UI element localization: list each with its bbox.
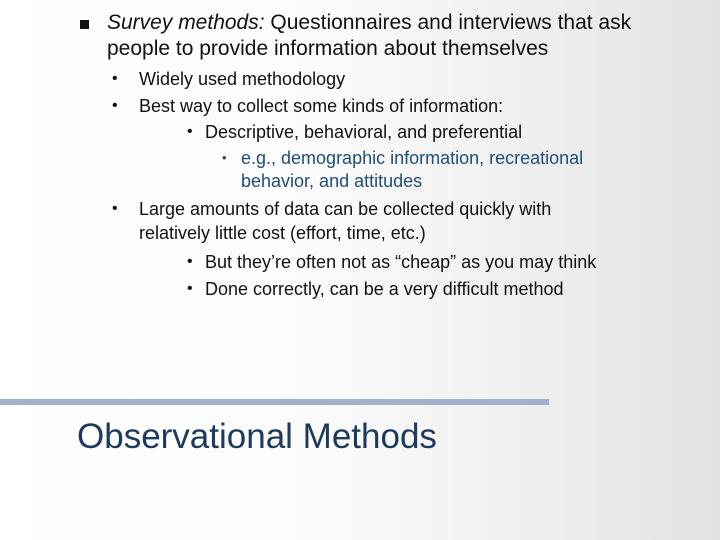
bullet-large-amounts-line1: Large amounts of data can be collected quickly with (139, 199, 552, 219)
bullet-dot-icon: • (222, 150, 227, 165)
bullet-widely-used-text: Widely used methodology (139, 69, 346, 89)
main-bullet-description: Questionnaires and interviews that ask people to provide information about themselves (107, 11, 632, 60)
square-bullet-icon (80, 20, 89, 29)
section-divider (0, 399, 549, 405)
bullet-dot-icon: • (187, 280, 193, 297)
bullet-dot-icon: • (112, 70, 118, 87)
bullet-best-way-text: Best way to collect some kinds of information: (139, 96, 504, 116)
section-title: Observational Methods (77, 417, 437, 456)
bullet-large-amounts-line2: relatively little cost (effort, time, etc.) (139, 223, 426, 243)
bullet-not-cheap-text: But they’re often not as “cheap” as you may think (205, 252, 597, 272)
bullet-dot-icon: • (187, 253, 193, 270)
bullet-difficult-text: Done correctly, can be a very difficult method (205, 279, 564, 299)
main-bullet-text (107, 10, 697, 62)
bullet-dot-icon: • (187, 123, 193, 140)
main-bullet-term: Survey methods: (107, 11, 265, 34)
bullet-example-text: e.g., demographic information, recreational behavior, and attitudes (241, 148, 584, 191)
bullet-descriptive-text: Descriptive, behavioral, and preferential (205, 122, 523, 142)
bullet-dot-icon: • (112, 97, 118, 114)
bullet-dot-icon: • (112, 200, 118, 217)
